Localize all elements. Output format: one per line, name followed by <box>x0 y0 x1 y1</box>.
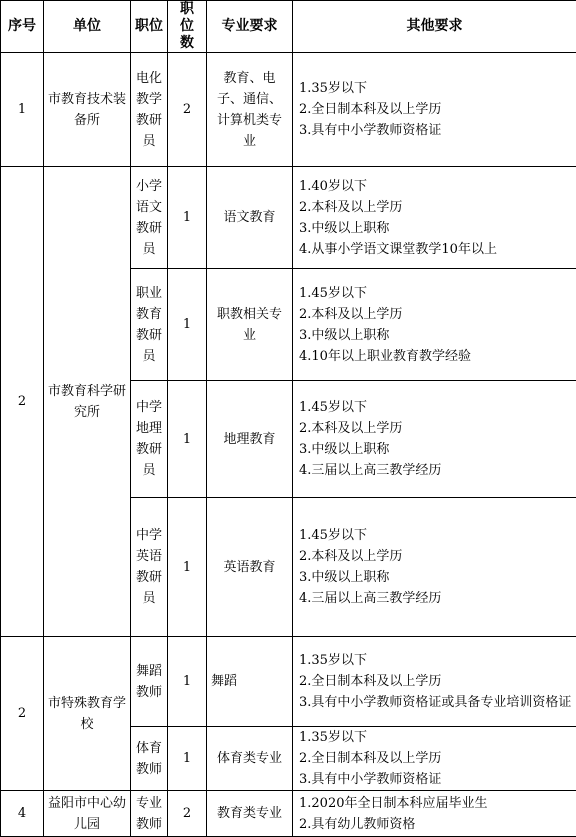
major-requirement: 英语教育 <box>207 498 293 637</box>
other-requirements <box>293 269 576 381</box>
requirement-line: 1.35岁以下 <box>299 650 576 671</box>
major-requirement: 地理教育 <box>207 381 293 498</box>
header-position: 职位 <box>131 1 168 53</box>
requirement-line: 1.35岁以下 <box>299 78 576 99</box>
requirement-line: 1.2020年全日制本科应届毕业生 <box>299 793 576 814</box>
requirement-line: 4.10年以上职业教育教学经验 <box>299 346 576 367</box>
unit-name: 益阳市中心幼儿园 <box>44 791 131 837</box>
other-requirements <box>293 727 576 791</box>
requirement-line: 4.三届以上高三教学经历 <box>299 588 576 609</box>
position-count: 1 <box>168 727 207 791</box>
requirement-line: 3.中级以上职称 <box>299 439 576 460</box>
unit-name: 市特殊教育学校 <box>44 637 131 791</box>
header-row <box>1 1 576 53</box>
requirement-line: 1.45岁以下 <box>299 283 576 304</box>
position-count: 2 <box>168 53 207 167</box>
other-requirements <box>293 791 576 837</box>
position-count: 1 <box>168 381 207 498</box>
position-name: 职业教育教研员 <box>131 269 168 381</box>
requirement-line: 3.具有中小学教师资格证 <box>299 769 576 790</box>
unit-name: 市教育科学研究所 <box>44 167 131 637</box>
unit-name: 市教育技术装备所 <box>44 53 131 167</box>
header-major: 专业要求 <box>207 1 293 53</box>
position-count: 2 <box>168 791 207 837</box>
requirement-line: 1.35岁以下 <box>299 727 576 748</box>
table-row <box>1 167 576 269</box>
requirement-line: 4.三届以上高三教学经历 <box>299 460 576 481</box>
row-num: 1 <box>1 53 44 167</box>
position-count: 1 <box>168 637 207 727</box>
requirement-line: 3.中级以上职称 <box>299 567 576 588</box>
header-unit: 单位 <box>44 1 131 53</box>
requirement-line: 3.具有中小学教师资格证或具备专业培训资格证 <box>299 692 576 713</box>
position-count: 1 <box>168 498 207 637</box>
requirement-line: 1.40岁以下 <box>299 176 576 197</box>
requirement-line: 3.中级以上职称 <box>299 218 576 239</box>
requirement-line: 2.本科及以上学历 <box>299 546 576 567</box>
position-name: 专业教师 <box>131 791 168 837</box>
position-count: 1 <box>168 167 207 269</box>
other-requirements <box>293 637 576 727</box>
position-name: 体育教师 <box>131 727 168 791</box>
table-row <box>1 637 576 727</box>
requirement-line: 4.从事小学语文课堂教学10年以上 <box>299 239 576 260</box>
row-num: 4 <box>1 791 44 837</box>
requirement-line: 2.全日制本科及以上学历 <box>299 748 576 769</box>
row-num: 2 <box>1 167 44 637</box>
requirement-line: 2.全日制本科及以上学历 <box>299 99 576 120</box>
position-name: 小学语文教研员 <box>131 167 168 269</box>
position-count: 1 <box>168 269 207 381</box>
major-requirement: 舞蹈 <box>207 637 293 727</box>
major-requirement: 语文教育 <box>207 167 293 269</box>
header-num: 序号 <box>1 1 44 53</box>
position-name: 中学地理教研员 <box>131 381 168 498</box>
requirement-line: 2.本科及以上学历 <box>299 197 576 218</box>
requirement-line: 2.本科及以上学历 <box>299 304 576 325</box>
major-requirement: 教育、电子、通信、计算机类专业 <box>207 53 293 167</box>
table-row <box>1 791 576 837</box>
requirement-line: 2.具有幼儿教师资格 <box>299 814 576 835</box>
major-requirement: 体育类专业 <box>207 727 293 791</box>
requirement-line: 2.全日制本科及以上学历 <box>299 671 576 692</box>
requirement-line: 3.具有中小学教师资格证 <box>299 120 576 141</box>
position-name: 舞蹈教师 <box>131 637 168 727</box>
major-requirement: 职教相关专业 <box>207 269 293 381</box>
header-other: 其他要求 <box>293 1 576 53</box>
other-requirements <box>293 167 576 269</box>
other-requirements <box>293 53 576 167</box>
position-name: 中学英语教研员 <box>131 498 168 637</box>
requirement-line: 1.45岁以下 <box>299 525 576 546</box>
position-name: 电化教学教研员 <box>131 53 168 167</box>
table-row <box>1 53 576 167</box>
header-count: 职位数 <box>168 1 207 53</box>
row-num: 2 <box>1 637 44 791</box>
other-requirements <box>293 381 576 498</box>
major-requirement: 教育类专业 <box>207 791 293 837</box>
requirement-line: 3.中级以上职称 <box>299 325 576 346</box>
other-requirements <box>293 498 576 637</box>
requirement-line: 2.本科及以上学历 <box>299 418 576 439</box>
requirement-line: 1.45岁以下 <box>299 397 576 418</box>
